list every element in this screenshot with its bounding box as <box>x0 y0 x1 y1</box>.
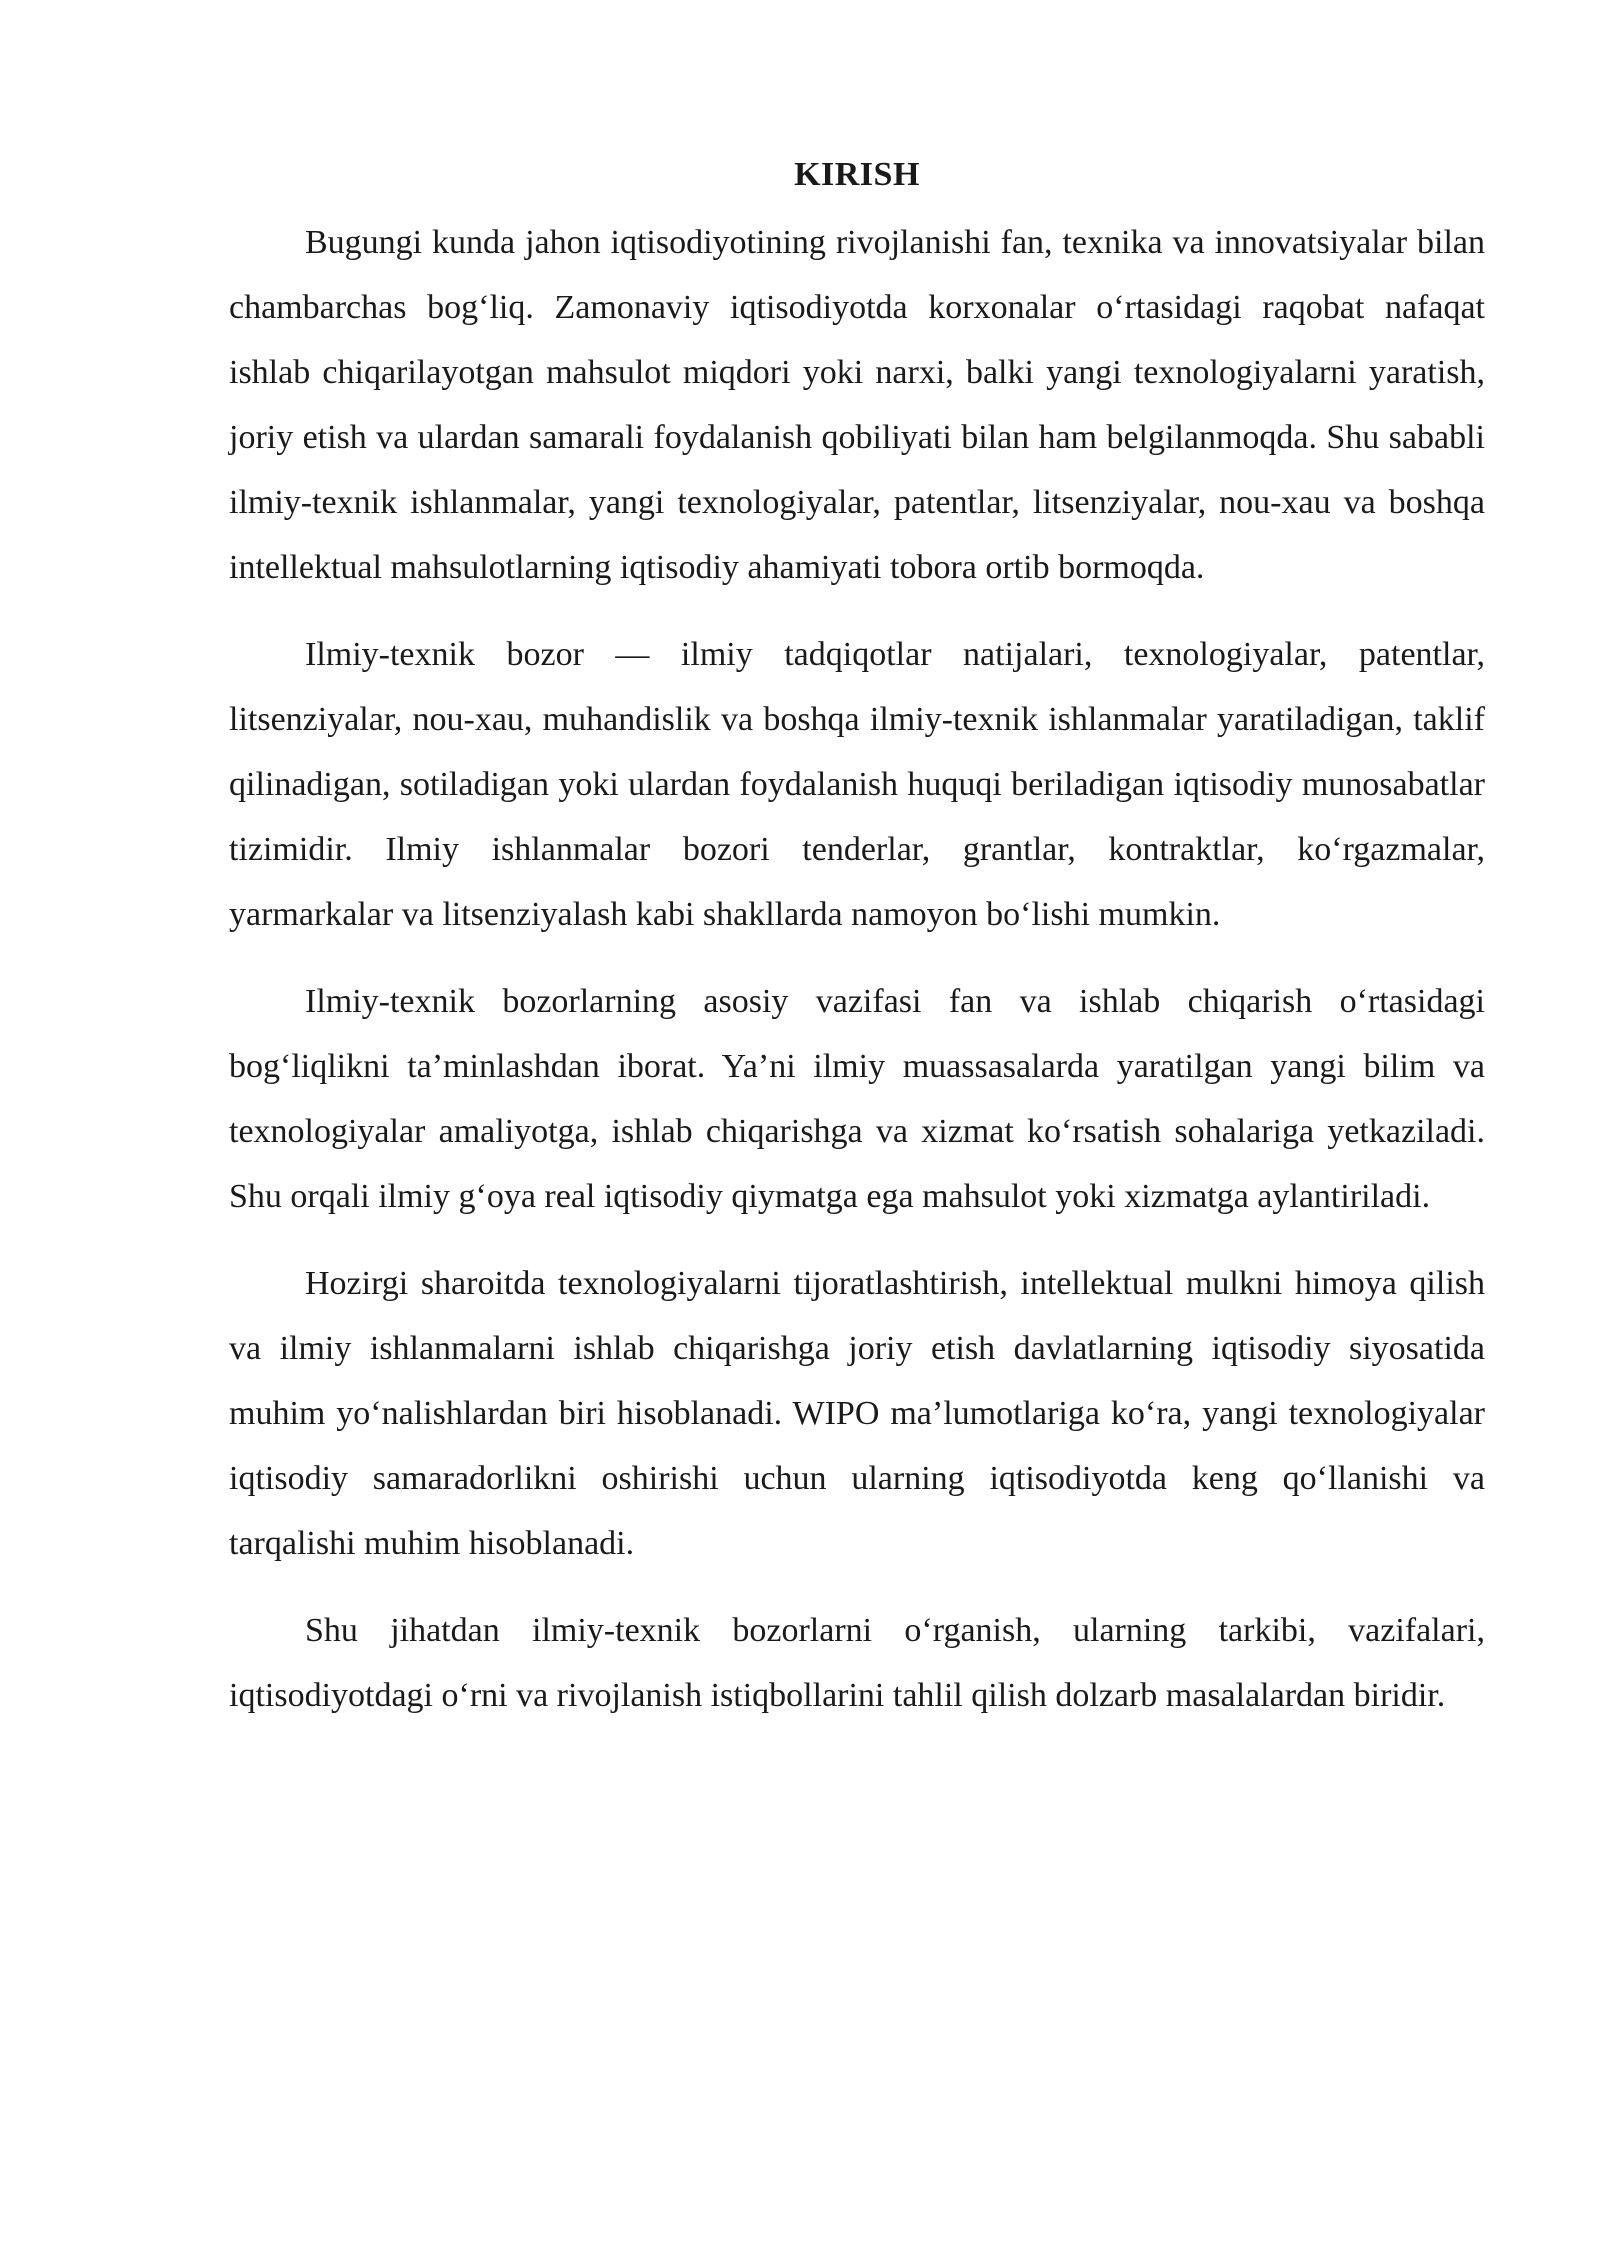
paragraph-1: Bugungi kunda jahon iqtisodiyotining rivojlanishi fan, texnika va innovatsiyalar bilan chambarchas bog‘liq. Zamonaviy iqtisodiyotda korxonalar o‘rtasidagi raqobat nafaqat ishlab chiqarilayotgan mahsulot miqdori yoki narxi, balki yangi texnologiyalarni yaratish, joriy etish va ulardan samarali foydalanish qobiliyati bilan ham belgilanmoqda. Shu sababli ilmiy-texnik ishlanmalar, yangi texnologiyalar, patentlar, litsenziyalar, nou-xau va boshqa intellektual mahsulotlarning iqtisodiy ahamiyati tobora ortib bormoqda. <box>229 224 1485 586</box>
section-title: KIRISH <box>794 156 920 193</box>
paragraph-2: Ilmiy-texnik bozor — ilmiy tadqiqotlar natijalari, texnologiyalar, patentlar, litsenziyalar, nou-xau, muhandislik va boshqa ilmiy-texnik ishlanmalar yaratiladigan, taklif qilinadigan, sotiladigan yoki ulardan foydalanish huquqi beriladigan iqtisodiy munosabatlar tizimidir. Ilmiy ishlanmalar bozori tenderlar, grantlar, kontraktlar, ko‘rgazmalar, yarmarkalar va litsenziyalash kabi shakllarda namoyon bo‘lishi mumkin. <box>229 636 1485 933</box>
paragraph-3: Ilmiy-texnik bozorlarning asosiy vazifasi fan va ishlab chiqarish o‘rtasidagi bog‘liqlikni ta’minlashdan iborat. Ya’ni ilmiy muassasalarda yaratilgan yangi bilim va texnologiyalar amaliyotga, ishlab chiqarishga va xizmat ko‘rsatish sohalariga yetkaziladi. Shu orqali ilmiy g‘oya real iqtisodiy qiymatga ega mahsulot yoki xizmatga aylantiriladi. <box>229 983 1485 1215</box>
paragraph-4: Hozirgi sharoitda texnologiyalarni tijoratlashtirish, intellektual mulkni himoya qilish va ilmiy ishlanmalarni ishlab chiqarishga joriy etish davlatlarning iqtisodiy siyosatida muhim yo‘nalishlardan biri hisoblanadi. WIPO ma’lumotlariga ko‘ra, yangi texnologiyalar iqtisodiy samaradorlikni oshirishi uchun ularning iqtisodiyotda keng qo‘llanishi va tarqalishi muhim hisoblanadi. <box>229 1265 1485 1562</box>
paragraph-5: Shu jihatdan ilmiy-texnik bozorlarni o‘rganish, ularning tarkibi, vazifalari, iqtisodiyotdagi o‘rni va rivojlanish istiqbollarini tahlil qilish dolzarb masalalardan biridir. <box>229 1612 1485 1714</box>
